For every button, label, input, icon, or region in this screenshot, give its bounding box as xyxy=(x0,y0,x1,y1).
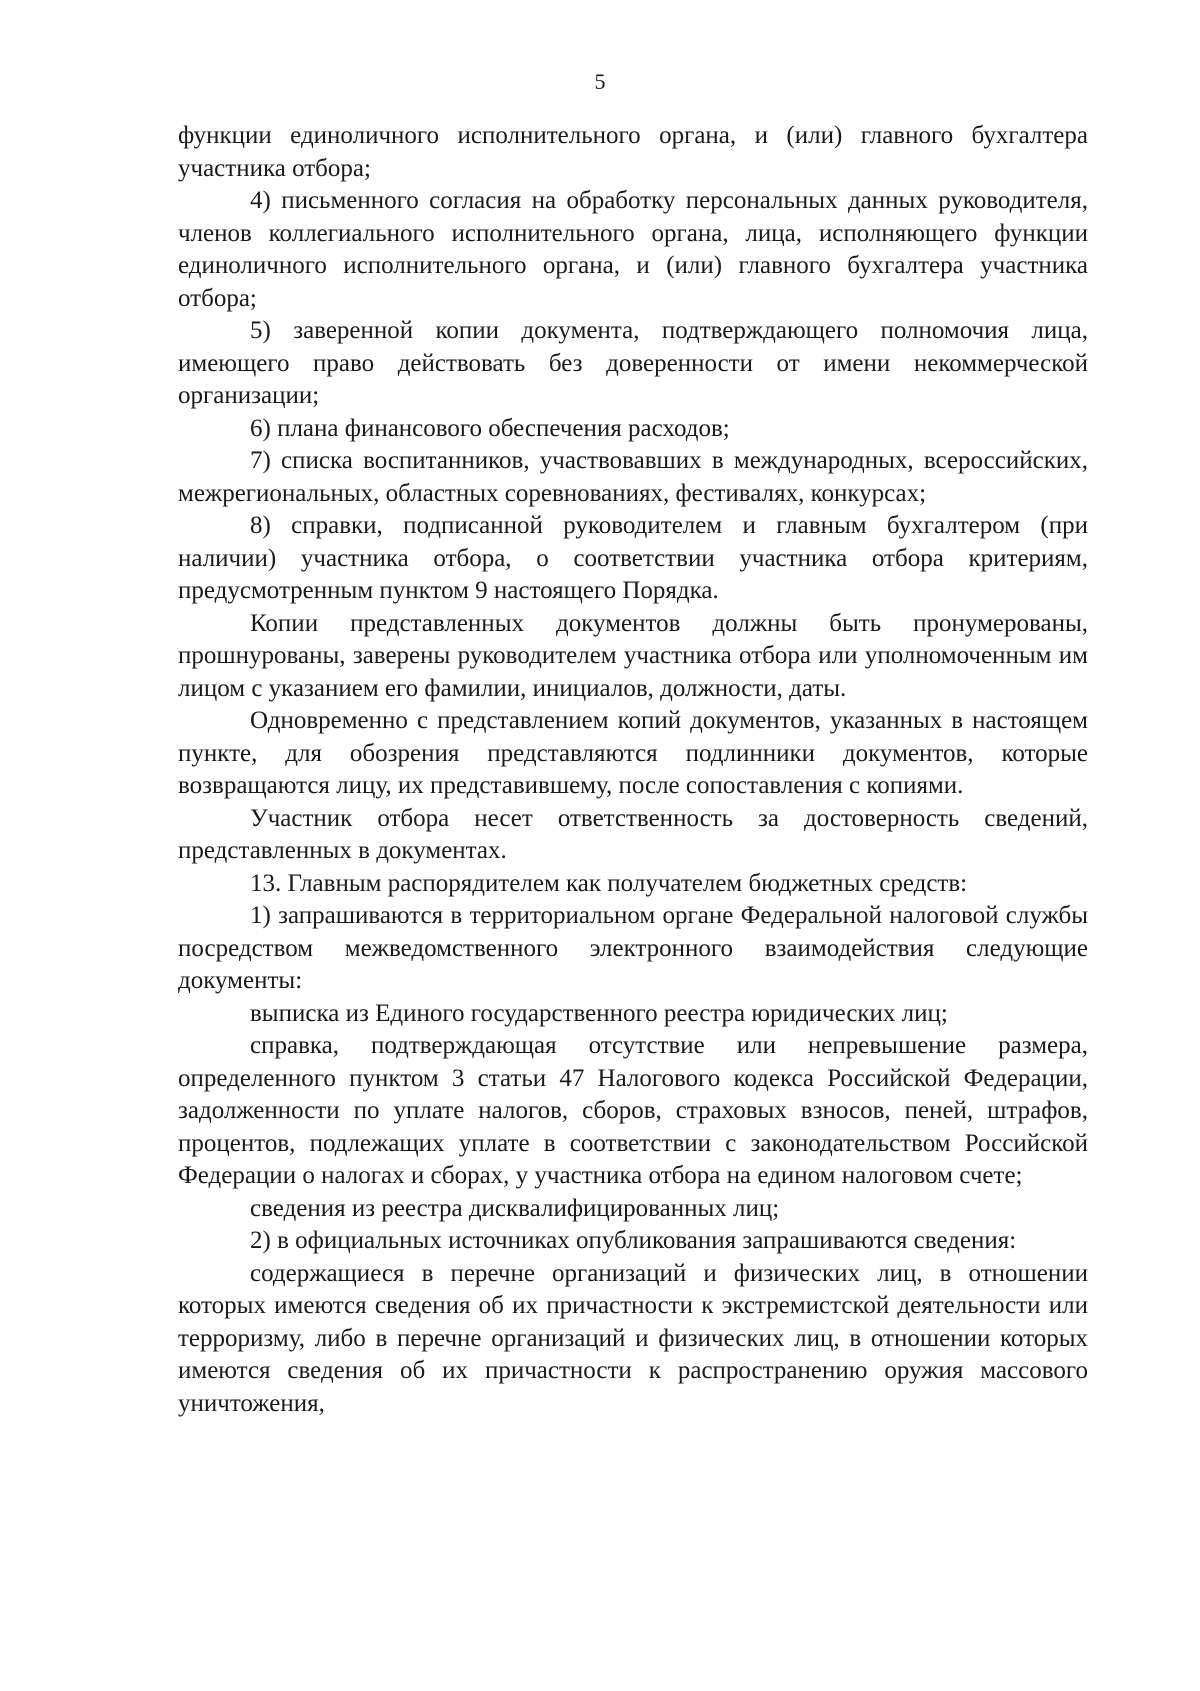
paragraph-15: 2) в официальных источниках опубликования запрашиваются сведения: xyxy=(250,1227,1017,1254)
document-body xyxy=(178,120,1088,1420)
paragraph-11: 1) запрашиваются в территориальном органе Федеральной налоговой службы посредством межведомственного электронного взаимодействия следующие документы: xyxy=(178,902,1088,994)
paragraph-14: сведения из реестра дисквалифицированных лиц; xyxy=(250,1194,780,1222)
paragraph-3: 5) заверенной копии документа, подтверждающего полномочия лица, имеющего право действовать без доверенности от имени некоммерческой организации; xyxy=(178,317,1088,409)
paragraph-7: Копии представленных документов должны быть пронумерованы, прошнурованы, заверены руководителем участника отбора или уполномоченным им лицом с указанием его фамилии, инициалов, должности, даты. xyxy=(178,609,1088,702)
paragraph-4: 6) плана финансового обеспечения расходов; xyxy=(250,414,730,442)
paragraph-10: 13. Главным распорядителем как получателем бюджетных средств: xyxy=(250,869,968,897)
paragraph-6: 8) справки, подписанной руководителем и главным бухгалтером (при наличии) участника отбора, о соответствии участника отбора критериям, предусмотренным пунктом 9 настоящего Порядка. xyxy=(178,512,1088,604)
page-number: 5 xyxy=(594,69,606,94)
paragraph-16: содержащиеся в перечне организаций и физических лиц, в отношении которых имеются сведения об их причастности к экстремистской деятельности или терроризму, либо в перечне организаций и физических лиц, в отношении которых имеются сведения об их причастности к распространению оружия массового уничтожения, xyxy=(178,1259,1088,1417)
paragraph-1: функции единоличного исполнительного органа, и (или) главного бухгалтера участника отбора; xyxy=(178,122,1088,182)
paragraph-13: справка, подтверждающая отсутствие или непревышение размера, определенного пунктом 3 статьи 47 Налогового кодекса Российской Федерации, задолженности по уплате налогов, сборов, страховых взносов, пеней, штрафов, процентов, подлежащих уплате в соответствии с законодательством Российской Федерации о налогах и сборах, у участника отбора на едином налоговом счете; xyxy=(178,1032,1088,1189)
paragraph-9: Участник отбора несет ответственность за достоверность сведений, представленных в документах. xyxy=(178,804,1088,864)
paragraph-12: выписка из Единого государственного реестра юридических лиц; xyxy=(250,999,948,1027)
paragraph-2: 4) письменного согласия на обработку персональных данных руководителя, членов коллегиального исполнительного органа, лица, исполняющего функции единоличного исполнительного органа, и (или) главного бухгалтера участника отбора; xyxy=(178,187,1088,312)
paragraph-8: Одновременно с представлением копий документов, указанных в настоящем пункте, для обозрения представляются подлинники документов, которые возвращаются лицу, их представившему, после сопоставления с копиями. xyxy=(178,707,1088,799)
paragraph-5: 7) списка воспитанников, участвовавших в международных, всероссийских, межрегиональных, областных соревнованиях, фестивалях, конкурсах; xyxy=(178,447,1088,507)
